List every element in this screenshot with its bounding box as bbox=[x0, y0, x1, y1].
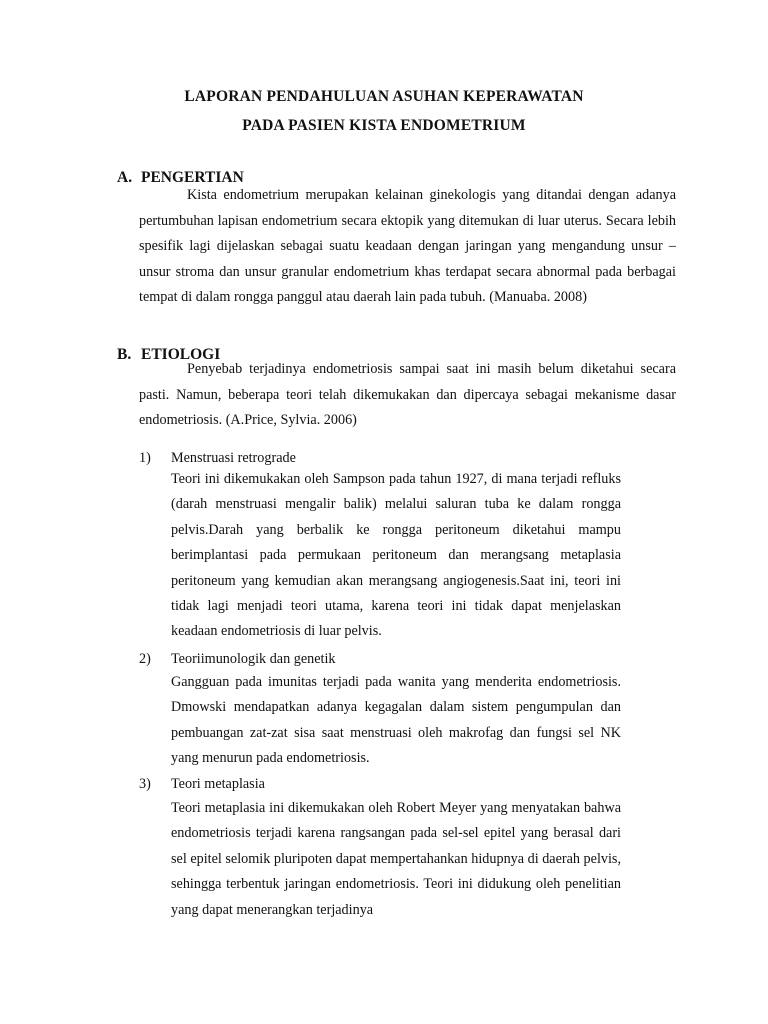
section-b-paragraph: Penyebab terjadinya endometriosis sampai saat ini masih belum diketahui secara pasti. Namun, beberapa teori telah dikemukakan dan dipercaya sebagai mekanisme dasar endometriosis. (A.Price, Sylvia. 2006) bbox=[139, 361, 676, 429]
document-title-line-1: LAPORAN PENDAHULUAN ASUHAN KEPERAWATAN bbox=[184, 88, 584, 105]
section-a-title: PENGERTIAN bbox=[141, 169, 244, 186]
list-item-number: 2) bbox=[139, 651, 151, 667]
list-item-number: 3) bbox=[139, 776, 151, 792]
list-item-title: Teori metaplasia bbox=[171, 776, 265, 792]
list-item-title: Menstruasi retrograde bbox=[171, 450, 296, 466]
section-a-paragraph: Kista endometrium merupakan kelainan ginekologis yang ditandai dengan adanya pertumbuhan lapisan endometrium secara ektopik yang ditemukan di luar uterus. Secara lebih spesifik lagi dijelaskan sebagai suatu keadaan dengan jaringan yang mengandung unsur – unsur stroma dan unsur granular endometrium khas terdapat secara abnormal pada berbagai tempat di dalam rongga panggul atau daerah lain pada tubuh. (Manuaba. 2008) bbox=[139, 187, 676, 306]
list-item-body: Teori metaplasia ini dikemukakan oleh Robert Meyer yang menyatakan bahwa endometriosis terjadi karena rangsangan pada sel-sel epitel yang berasal dari sel epitel selomik pluripoten dapat mempertahankan hidupnya di daerah pelvis, sehingga terbentuk jaringan endometriosis. Teori ini didukung oleh penelitian yang dapat menerangkan terjadinya bbox=[171, 800, 621, 918]
document-title-line-2: PADA PASIEN KISTA ENDOMETRIUM bbox=[242, 117, 526, 134]
list-item-number: 1) bbox=[139, 450, 151, 466]
list-item-title: Teoriimunologik dan genetik bbox=[171, 651, 336, 667]
section-b-letter: B. bbox=[117, 346, 132, 363]
list-item-body: Teori ini dikemukakan oleh Sampson pada tahun 1927, di mana terjadi refluks (darah menstruasi mengalir balik) melalui saluran tuba ke dalam rongga pelvis.Darah yang berbalik ke rongga peritoneum diketahui mampu berimplantasi pada permukaan peritoneum dan merangsang metaplasia peritoneum yang kemudian akan merangsang angiogenesis.Saat ini, teori ini tidak lagi menjadi teori utama, karena teori ini tidak dapat menjelaskan keadaan endometriosis di luar pelvis. bbox=[171, 471, 621, 640]
section-b-title: ETIOLOGI bbox=[141, 346, 221, 363]
list-item-body: Gangguan pada imunitas terjadi pada wanita yang menderita endometriosis. Dmowski mendapatkan adanya kegagalan dalam sistem pengumpulan dan pembuangan zat-zat sisa saat menstruasi oleh makrofag dan fungsi sel NK yang menurun pada endometriosis. bbox=[171, 674, 621, 767]
section-a-letter: A. bbox=[117, 169, 133, 186]
